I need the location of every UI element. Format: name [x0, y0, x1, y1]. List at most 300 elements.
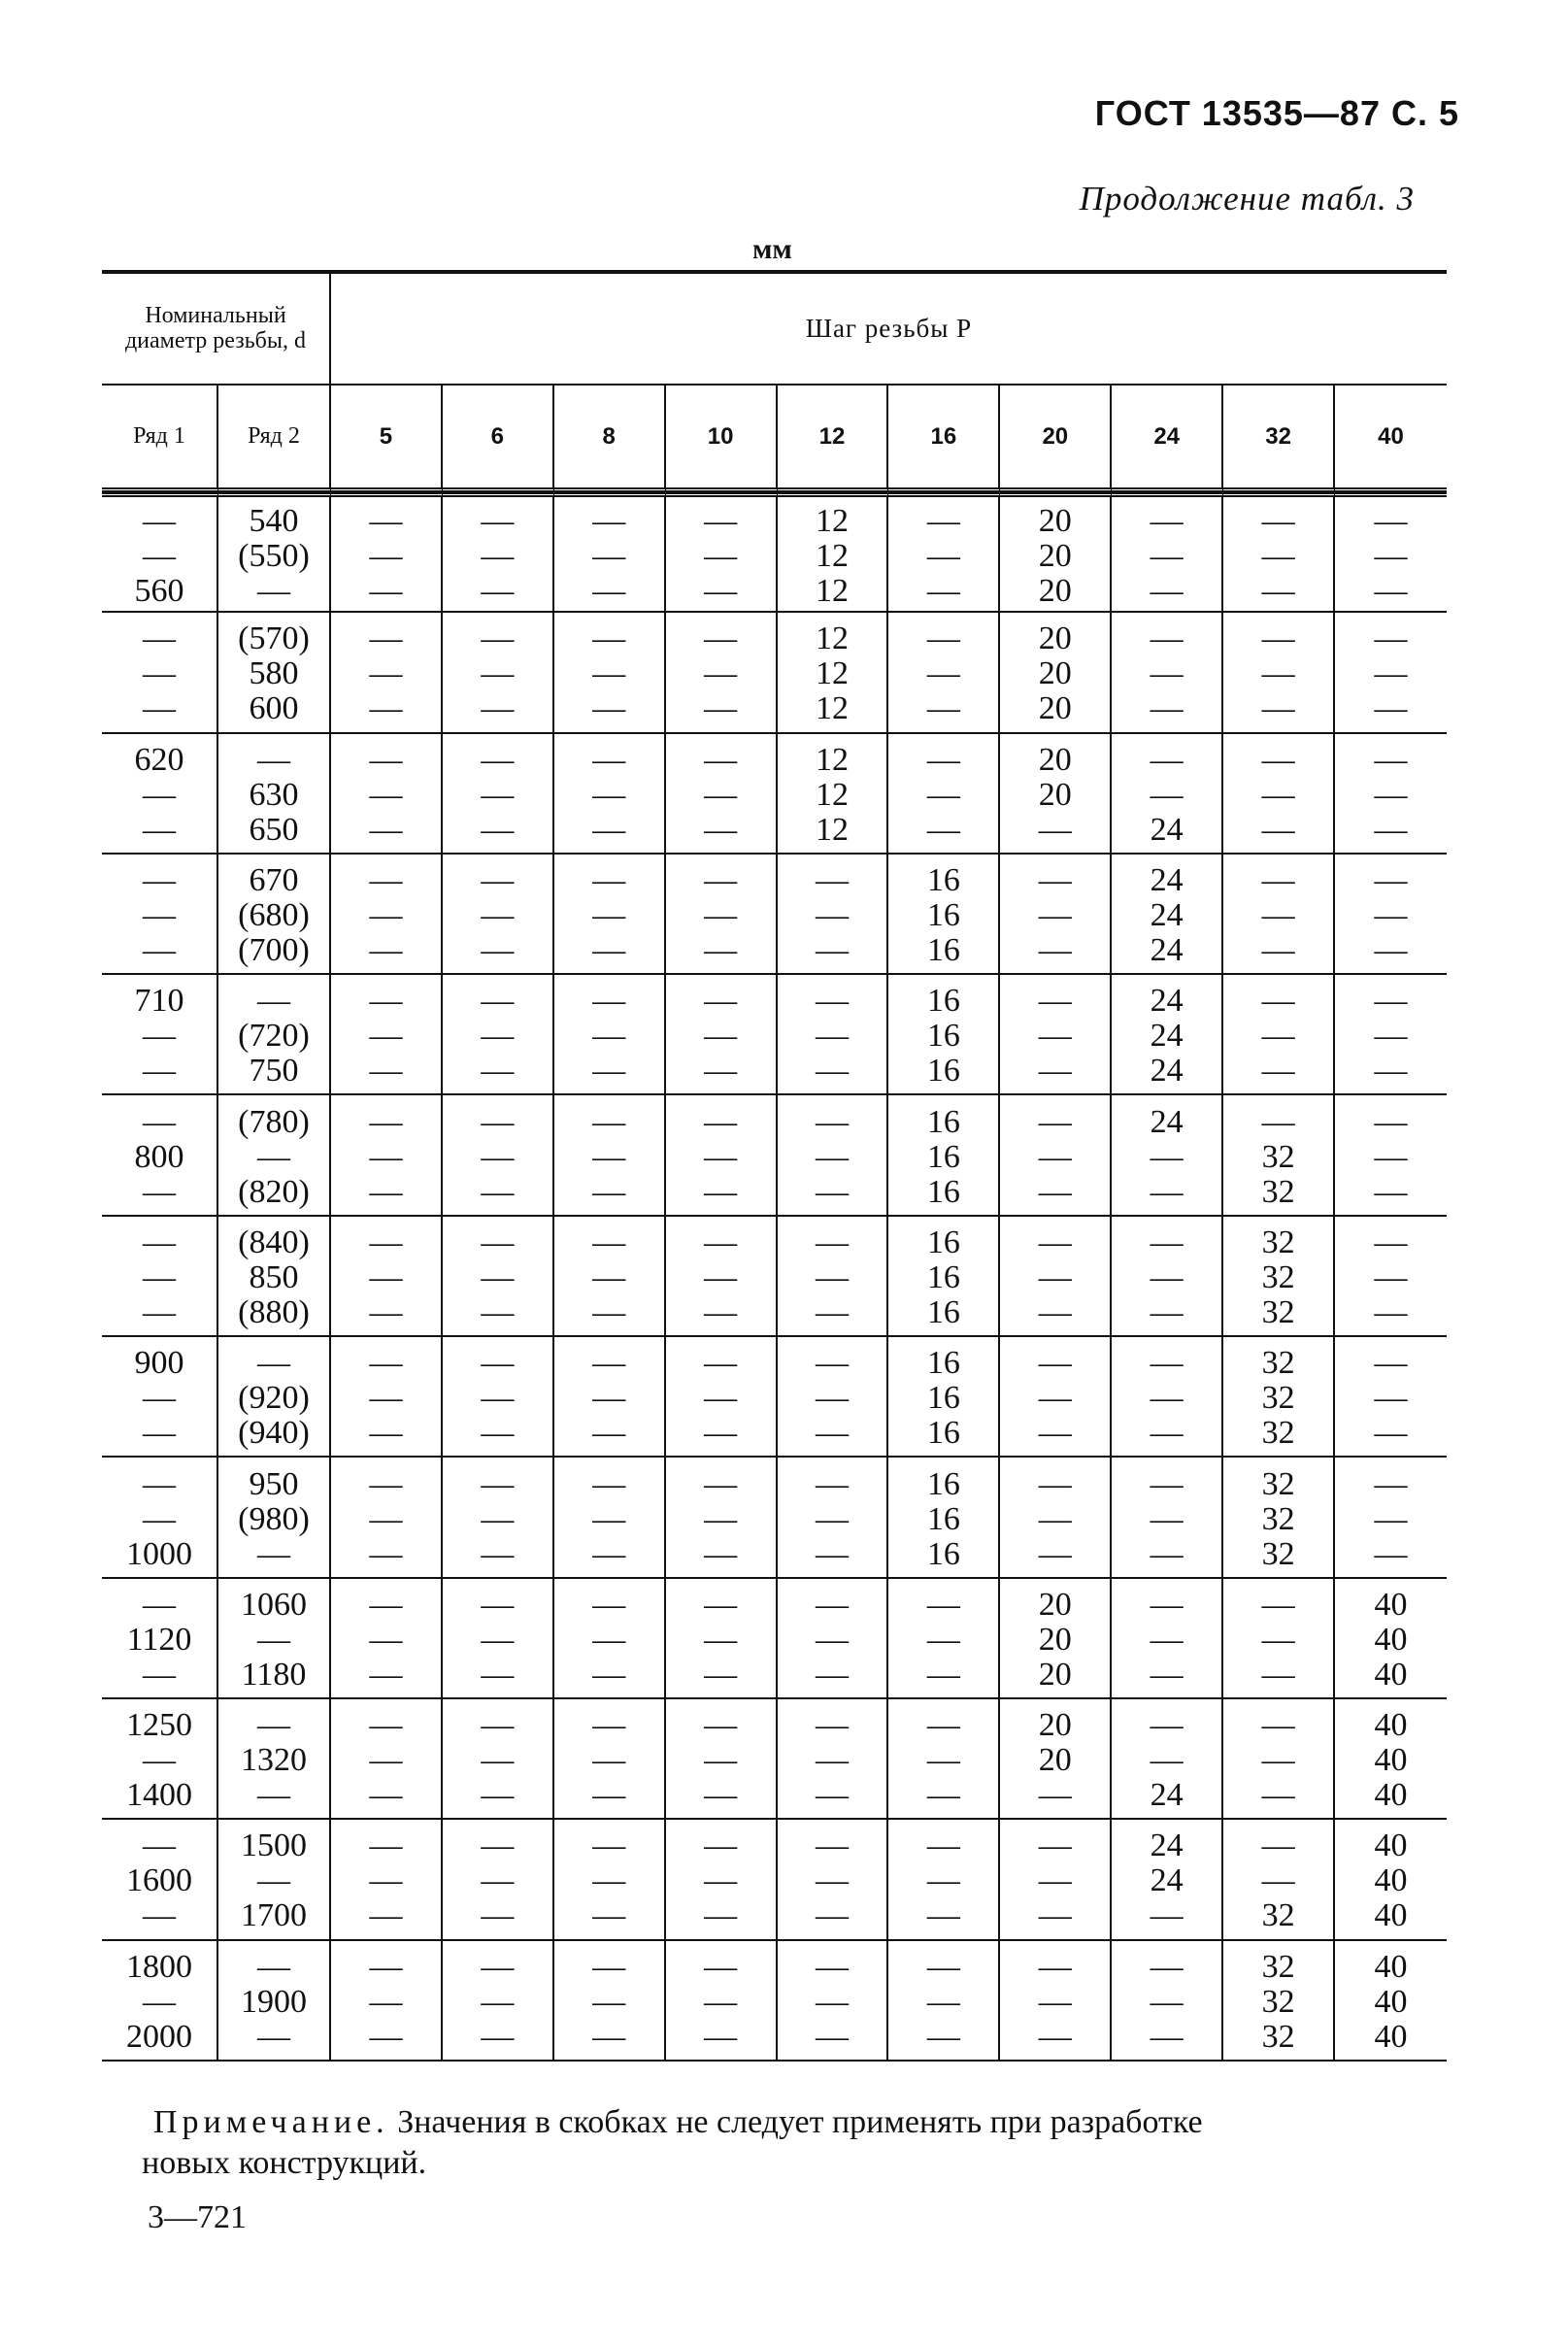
cell-value: 20	[1038, 572, 1072, 609]
cell-value: —	[704, 1293, 738, 1330]
cell-value: —	[369, 1258, 403, 1295]
cell-value: —	[816, 1138, 849, 1175]
cell-value: 40	[1374, 1656, 1408, 1693]
table-cell	[1335, 734, 1447, 855]
cell-value: —	[257, 572, 290, 609]
cell-value: —	[257, 1948, 290, 1985]
cell-value: —	[704, 1173, 738, 1210]
cell-value: —	[1150, 1345, 1184, 1382]
cell-value: —	[481, 1777, 515, 1814]
cell-value: —	[1150, 1293, 1184, 1330]
cell-value: —	[1150, 1138, 1184, 1175]
cell-value: —	[481, 1258, 515, 1295]
cell-value: 32	[1261, 1500, 1295, 1537]
cell-value: 40	[1374, 1862, 1408, 1899]
cell-value: —	[816, 1345, 849, 1382]
table-note	[142, 2102, 1484, 2181]
cell-value: —	[1261, 1103, 1295, 1140]
thread-pitch-table	[102, 270, 1447, 2062]
table-cell	[1335, 975, 1447, 1095]
cell-value: —	[143, 620, 176, 657]
cell-value: —	[704, 897, 738, 934]
cell-value: —	[926, 776, 960, 813]
table-cell	[778, 1941, 889, 2062]
table-cell	[554, 1941, 666, 2062]
cell-value: —	[369, 1345, 403, 1382]
cell-value: —	[704, 1621, 738, 1658]
table-cell	[443, 1699, 554, 1820]
cell-value: 800	[134, 1138, 184, 1175]
cell-value: —	[369, 1415, 403, 1452]
diameter-header: Номинальный диаметр резьбы, d	[102, 274, 331, 386]
table-cell	[778, 1699, 889, 1820]
cell-value: —	[592, 1345, 626, 1382]
cell-value: —	[481, 1535, 515, 1572]
cell-value: —	[592, 1380, 626, 1417]
cell-value: —	[1374, 1018, 1408, 1055]
table-cell	[1223, 1217, 1335, 1337]
cell-value: —	[926, 811, 960, 848]
cell-value: —	[1150, 1224, 1184, 1260]
step-header-cell: 8	[554, 386, 666, 492]
table-cell	[666, 1699, 778, 1820]
cell-value: —	[143, 1415, 176, 1452]
cell-value: 40	[1374, 1742, 1408, 1779]
cell-value: —	[1374, 811, 1408, 848]
table-cell	[888, 1941, 1000, 2062]
cell-value: —	[704, 741, 738, 778]
table-cell	[554, 613, 666, 733]
cell-value: —	[704, 983, 738, 1020]
cell-value: —	[1261, 983, 1295, 1020]
cell-value: —	[1374, 690, 1408, 727]
cell-value: 24	[1150, 1862, 1184, 1899]
cell-value: —	[481, 572, 515, 609]
table-cell	[102, 1217, 218, 1337]
table-cell	[102, 613, 218, 733]
cell-value: —	[1038, 1173, 1072, 1210]
table-cell	[666, 975, 778, 1095]
table-cell	[1000, 613, 1112, 733]
cell-value: —	[926, 1897, 960, 1934]
cell-value: —	[926, 572, 960, 609]
table-cell	[778, 492, 889, 613]
cell-value: 32	[1261, 1380, 1295, 1417]
table-cell	[666, 1941, 778, 2062]
cell-value: —	[926, 1586, 960, 1623]
cell-value: —	[143, 862, 176, 899]
cell-value: —	[816, 862, 849, 899]
cell-value: —	[592, 1827, 626, 1864]
note-text: Значения в скобках не следует применять при разработке	[388, 2104, 1203, 2140]
table-cell	[218, 855, 331, 975]
table-cell	[888, 1095, 1000, 1216]
cell-value: —	[369, 741, 403, 778]
cell-value: —	[1150, 741, 1184, 778]
cell-value: —	[1374, 983, 1408, 1020]
cell-value: (840)	[238, 1224, 310, 1260]
cell-value: —	[592, 655, 626, 692]
table-cell	[1223, 1458, 1335, 1578]
cell-value: —	[481, 862, 515, 899]
table-cell	[778, 1217, 889, 1337]
step-header-cell: 12	[778, 386, 889, 492]
cell-value: —	[369, 862, 403, 899]
cell-value: —	[143, 1173, 176, 1210]
cell-value: 1000	[126, 1535, 192, 1572]
cell-value: —	[1150, 620, 1184, 657]
cell-value: —	[704, 1258, 738, 1295]
cell-value: —	[1038, 1777, 1072, 1814]
cell-value: —	[592, 502, 626, 539]
cell-value: —	[816, 1948, 849, 1985]
cell-value: 24	[1150, 1053, 1184, 1090]
cell-value: —	[369, 932, 403, 969]
cell-value: —	[1374, 1053, 1408, 1090]
table-cell	[888, 855, 1000, 975]
note-text-continuation: новых конструкций.	[142, 2145, 427, 2181]
cell-value: —	[816, 1777, 849, 1814]
cell-value: —	[143, 1656, 176, 1693]
cell-value: —	[926, 1707, 960, 1744]
table-cell	[888, 1217, 1000, 1337]
page-code: 3—721	[148, 2199, 247, 2235]
cell-value: —	[1150, 1173, 1184, 1210]
table-cell	[1335, 1217, 1447, 1337]
cell-value: —	[143, 897, 176, 934]
cell-value: —	[592, 776, 626, 813]
table-cell	[554, 1820, 666, 1940]
cell-value: —	[926, 690, 960, 727]
cell-value: —	[592, 1535, 626, 1572]
table-cell	[666, 1337, 778, 1458]
cell-value: —	[1261, 1742, 1295, 1779]
table-cell	[102, 1820, 218, 1940]
cell-value: —	[704, 1380, 738, 1417]
cell-value: 32	[1261, 1138, 1295, 1175]
cell-value: —	[481, 690, 515, 727]
table-cell	[666, 613, 778, 733]
cell-value: —	[369, 1500, 403, 1537]
table-cell	[1000, 1699, 1112, 1820]
cell-value: 24	[1150, 897, 1184, 934]
cell-value: —	[369, 620, 403, 657]
cell-value: —	[926, 1621, 960, 1658]
cell-value: —	[704, 1827, 738, 1864]
table-cell	[1112, 1699, 1223, 1820]
cell-value: —	[592, 2018, 626, 2055]
cell-value: —	[1038, 983, 1072, 1020]
table-cell	[443, 975, 554, 1095]
cell-value: —	[143, 776, 176, 813]
cell-value: 900	[134, 1345, 184, 1382]
table-cell	[1223, 855, 1335, 975]
cell-value: —	[704, 502, 738, 539]
cell-value: 20	[1038, 1621, 1072, 1658]
table-cell	[666, 734, 778, 855]
cell-value: —	[481, 776, 515, 813]
table-cell	[102, 855, 218, 975]
table-cell	[888, 613, 1000, 733]
table-cell	[218, 1820, 331, 1940]
cell-value: 1120	[126, 1621, 192, 1658]
cell-value: —	[1150, 502, 1184, 539]
table-cell	[1223, 1941, 1335, 2062]
cell-value: —	[481, 1465, 515, 1502]
table-cell	[666, 1095, 778, 1216]
step-header-cell: 10	[666, 386, 778, 492]
cell-value: —	[816, 2018, 849, 2055]
cell-value: —	[592, 983, 626, 1020]
cell-value: 750	[249, 1053, 299, 1090]
cell-value: 600	[249, 690, 299, 727]
cell-value: —	[592, 1053, 626, 1090]
table-cell	[554, 1579, 666, 1699]
cell-value: 16	[926, 983, 960, 1020]
cell-value: 16	[926, 862, 960, 899]
cell-value: —	[816, 1707, 849, 1744]
note-label: Примечание.	[153, 2104, 389, 2140]
cell-value: 40	[1374, 1827, 1408, 1864]
cell-value: —	[481, 1173, 515, 1210]
cell-value: 670	[249, 862, 299, 899]
cell-value: —	[1261, 572, 1295, 609]
cell-value: —	[926, 2018, 960, 2055]
table-cell	[1000, 1458, 1112, 1578]
cell-value: —	[704, 2018, 738, 2055]
cell-value: —	[926, 1777, 960, 1814]
step-header-cell: 20	[1000, 386, 1112, 492]
cell-value: 1500	[241, 1827, 307, 1864]
cell-value: —	[704, 1345, 738, 1382]
cell-value: —	[1038, 1345, 1072, 1382]
cell-value: —	[816, 1293, 849, 1330]
cell-value: 12	[816, 690, 849, 727]
cell-value: —	[1038, 1103, 1072, 1140]
cell-value: —	[143, 655, 176, 692]
cell-value: —	[704, 1586, 738, 1623]
cell-value: —	[704, 1862, 738, 1899]
cell-value: —	[369, 537, 403, 574]
cell-value: (550)	[238, 537, 310, 574]
cell-value: —	[369, 1173, 403, 1210]
table-cell	[778, 1579, 889, 1699]
cell-value: 40	[1374, 1707, 1408, 1744]
cell-value: —	[1374, 862, 1408, 899]
cell-value: —	[1038, 1053, 1072, 1090]
table-cell	[443, 613, 554, 733]
table-cell	[1223, 1337, 1335, 1458]
cell-value: —	[816, 1586, 849, 1623]
table-unit-label: мм	[752, 233, 792, 265]
table-cell	[102, 1095, 218, 1216]
table-cell	[1223, 1699, 1335, 1820]
table-cell	[1335, 1095, 1447, 1216]
table-cell	[1335, 1337, 1447, 1458]
table-cell	[1000, 1579, 1112, 1699]
cell-value: 16	[926, 897, 960, 934]
cell-value: (980)	[238, 1500, 310, 1537]
cell-value: 710	[134, 983, 184, 1020]
cell-value: 12	[816, 502, 849, 539]
table-cell	[888, 734, 1000, 855]
table-cell	[1112, 613, 1223, 733]
cell-value: 12	[816, 620, 849, 657]
table-cell	[554, 855, 666, 975]
cell-value: —	[369, 1138, 403, 1175]
cell-value: —	[1374, 1258, 1408, 1295]
cell-value: 24	[1150, 1018, 1184, 1055]
table-cell	[218, 1458, 331, 1578]
cell-value: —	[1261, 1053, 1295, 1090]
cell-value: —	[1261, 741, 1295, 778]
table-cell	[331, 1095, 443, 1216]
cell-value: —	[926, 1656, 960, 1693]
cell-value: —	[143, 1018, 176, 1055]
table-cell	[1335, 492, 1447, 613]
cell-value: 12	[816, 776, 849, 813]
cell-value: —	[1038, 862, 1072, 899]
cell-value: —	[1374, 1103, 1408, 1140]
cell-value: 40	[1374, 1586, 1408, 1623]
cell-value: 40	[1374, 2018, 1408, 2055]
cell-value: (680)	[238, 897, 310, 934]
cell-value: —	[816, 1983, 849, 2020]
cell-value: —	[369, 1586, 403, 1623]
cell-value: —	[481, 1138, 515, 1175]
table-cell	[1000, 1217, 1112, 1337]
table-cell	[102, 734, 218, 855]
cell-value: —	[369, 776, 403, 813]
table-cell	[1223, 975, 1335, 1095]
cell-value: 40	[1374, 1897, 1408, 1934]
cell-value: 630	[249, 776, 299, 813]
cell-value: 32	[1261, 1465, 1295, 1502]
cell-value: —	[369, 572, 403, 609]
cell-value: —	[143, 1500, 176, 1537]
cell-value: —	[1038, 1465, 1072, 1502]
cell-value: —	[1261, 862, 1295, 899]
table-cell	[554, 1458, 666, 1578]
cell-value: 16	[926, 1415, 960, 1452]
step-header: Шаг резьбы P	[331, 274, 1447, 386]
cell-value: —	[257, 1777, 290, 1814]
cell-value: —	[592, 1948, 626, 1985]
cell-value: 2000	[126, 2018, 192, 2055]
cell-value: —	[592, 1224, 626, 1260]
table-cell	[1000, 855, 1112, 975]
cell-value: —	[369, 1535, 403, 1572]
cell-value: —	[369, 502, 403, 539]
cell-value: —	[704, 1777, 738, 1814]
table-cell	[1112, 855, 1223, 975]
table-cell	[331, 1699, 443, 1820]
cell-value: —	[592, 1138, 626, 1175]
step-header-cell: 16	[888, 386, 1000, 492]
cell-value: —	[704, 1983, 738, 2020]
table-cell	[778, 855, 889, 975]
cell-value: —	[704, 1138, 738, 1175]
cell-value: —	[816, 1415, 849, 1452]
cell-value: —	[926, 620, 960, 657]
cell-value: 1320	[241, 1742, 307, 1779]
cell-value: —	[1261, 1018, 1295, 1055]
cell-value: (920)	[238, 1380, 310, 1417]
table-cell	[778, 1458, 889, 1578]
cell-value: —	[481, 1380, 515, 1417]
cell-value: —	[369, 983, 403, 1020]
cell-value: —	[816, 1621, 849, 1658]
cell-value: —	[704, 776, 738, 813]
cell-value: 20	[1038, 620, 1072, 657]
cell-value: —	[1150, 1897, 1184, 1934]
cell-value: —	[592, 897, 626, 934]
cell-value: —	[1150, 655, 1184, 692]
cell-value: —	[816, 1103, 849, 1140]
cell-value: —	[1150, 690, 1184, 727]
cell-value: —	[816, 1053, 849, 1090]
cell-value: —	[369, 1053, 403, 1090]
cell-value: —	[592, 1500, 626, 1537]
cell-value: —	[1261, 690, 1295, 727]
table-cell	[1000, 1337, 1112, 1458]
cell-value: —	[143, 1897, 176, 1934]
table-cell	[102, 1337, 218, 1458]
table-cell	[102, 1941, 218, 2062]
table-cell	[218, 734, 331, 855]
table-cell	[102, 1699, 218, 1820]
cell-value: 24	[1150, 1777, 1184, 1814]
cell-value: —	[1261, 811, 1295, 848]
table-cell	[778, 1095, 889, 1216]
table-cell	[443, 1579, 554, 1699]
table-cell	[666, 1217, 778, 1337]
cell-value: 1180	[241, 1656, 307, 1693]
table-cell	[554, 1217, 666, 1337]
cell-value: —	[1038, 1018, 1072, 1055]
cell-value: (700)	[238, 932, 310, 969]
table-cell	[331, 1217, 443, 1337]
cell-value: —	[257, 1707, 290, 1744]
cell-value: —	[704, 811, 738, 848]
cell-value: —	[481, 620, 515, 657]
cell-value: —	[481, 741, 515, 778]
cell-value: 16	[926, 1018, 960, 1055]
cell-value: —	[143, 1827, 176, 1864]
step-header-cell: 24	[1112, 386, 1223, 492]
cell-value: —	[592, 1621, 626, 1658]
table-cell	[218, 1337, 331, 1458]
table-cell	[102, 492, 218, 613]
cell-value: —	[1374, 1415, 1408, 1452]
cell-value: 24	[1150, 862, 1184, 899]
table-cell	[331, 1337, 443, 1458]
cell-value: 32	[1261, 1897, 1295, 1934]
table-cell	[1335, 1458, 1447, 1578]
table-cell	[666, 492, 778, 613]
cell-value: —	[1261, 897, 1295, 934]
cell-value: 12	[816, 655, 849, 692]
cell-value: —	[1261, 776, 1295, 813]
cell-value: —	[1150, 1415, 1184, 1452]
cell-value: —	[257, 1621, 290, 1658]
cell-value: —	[816, 897, 849, 934]
cell-value: 20	[1038, 502, 1072, 539]
cell-value: —	[1261, 1621, 1295, 1658]
cell-value: —	[704, 1053, 738, 1090]
cell-value: —	[143, 1293, 176, 1330]
cell-value: 16	[926, 1138, 960, 1175]
